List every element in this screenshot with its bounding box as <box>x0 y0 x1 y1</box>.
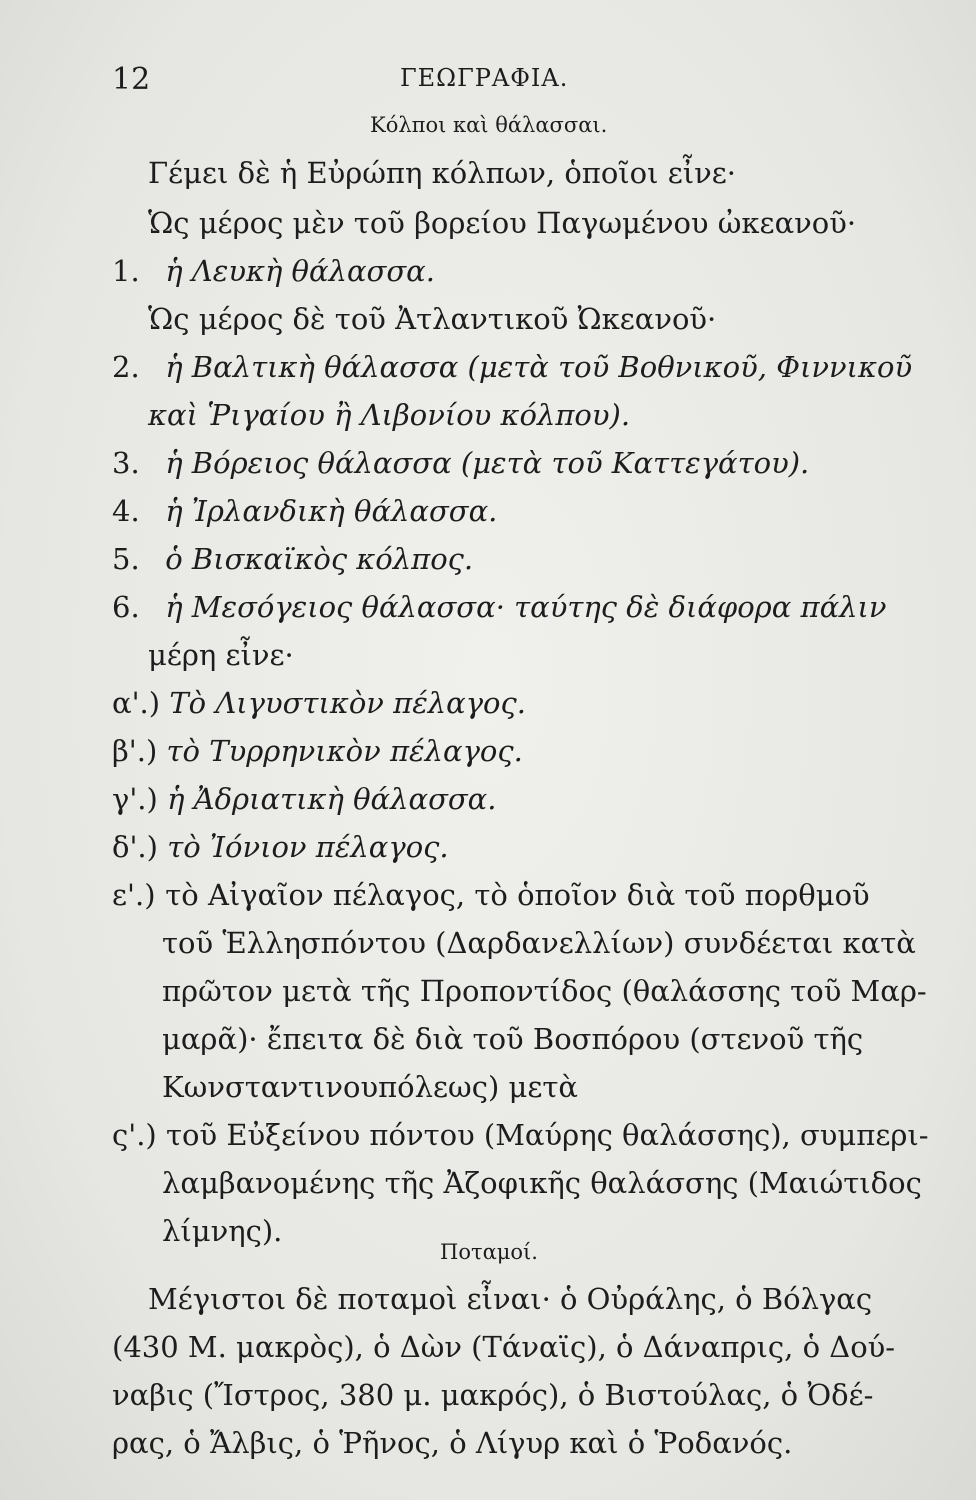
item-text: ἡ Βόρειος θάλασσα (μετὰ τοῦ Καττεγάτου). <box>165 446 810 480</box>
item-text: ἡ Μεσόγειος θάλασσα· ταύτης δὲ διάφορα πάλιν <box>165 590 887 624</box>
rivers-line-1: Μέγιστοι δὲ ποταμοὶ εἶναι· ὁ Οὐράλης, ὁ Βόλγας <box>148 1282 873 1316</box>
sub-item-e-line-3: πρῶτον μετὰ τῆς Προποντίδος (θαλάσσης τοῦ Μαρ- <box>162 974 927 1008</box>
list-item-5 <box>112 542 473 576</box>
sub-item-e-line-5: Κωνσταντινουπόλεως) μετὰ <box>162 1070 578 1104</box>
sub-item-e-line-2: τοῦ Ἑλλησπόντου (Δαρδανελλίων) συνδέεται κατὰ <box>162 926 916 960</box>
sub-item-text: τὸ Αἰγαῖον πέλαγος, τὸ ὁποῖον διὰ τοῦ πορθμοῦ <box>165 878 870 912</box>
item-text: ὁ Βισκαϊκὸς κόλπος. <box>165 542 474 576</box>
running-title: ΓΕΩΓΡΑΦΙΑ. <box>400 64 569 92</box>
section-heading-gulfs-seas: Κόλποι καὶ θάλασσαι. <box>370 113 608 137</box>
list-item-2 <box>112 350 912 384</box>
sub-item-text: ἡ Ἀδριατικὴ θάλασσα. <box>167 782 497 816</box>
page-number: 12 <box>112 62 151 97</box>
rivers-line-2: (430 Μ. μακρὸς), ὁ Δὼν (Τάναϊς), ὁ Δάναπρις, ὁ Δού- <box>112 1330 896 1364</box>
sub-item-s <box>112 1118 929 1152</box>
rivers-line-4: ρας, ὁ Ἄλβις, ὁ Ῥῆνος, ὁ Λίγυρ καὶ ὁ Ῥοδανός. <box>112 1426 793 1460</box>
item-number: 2. <box>112 350 140 384</box>
sub-item-mark: ε'.) <box>112 878 156 912</box>
sub-item-e-line-4: μαρᾶ)· ἔπειτα δὲ διὰ τοῦ Βοσπόρου (στενοῦ τῆς <box>162 1022 864 1056</box>
sub-item-mark: β'.) <box>112 734 158 768</box>
sub-item-d <box>112 830 449 864</box>
sub-item-b <box>112 734 523 768</box>
sub-item-s-line-2: λαμβανομένης τῆς Ἀζοφικῆς θαλάσσης (Μαιώτιδος <box>162 1166 922 1200</box>
atlantic-label: Ὡς μέρος δὲ τοῦ Ἀτλαντικοῦ Ὠκεανοῦ· <box>148 302 717 336</box>
arctic-label: Ὡς μέρος μὲν τοῦ βορείου Παγωμένου ὠκεανοῦ· <box>148 206 857 240</box>
intro-line: Γέμει δὲ ἡ Εὐρώπη κόλπων, ὁποῖοι εἶνε· <box>148 156 736 190</box>
item-number: 3. <box>112 446 140 480</box>
item-text: ἡ Λευκὴ θάλασσα. <box>165 254 435 288</box>
sub-item-mark: ς'.) <box>112 1118 157 1152</box>
sub-item-text: τὸ Τυρρηνικὸν πέλαγος. <box>166 734 523 768</box>
item-text: ἡ Βαλτικὴ θάλασσα (μετὰ τοῦ Βοθνικοῦ, Φιννικοῦ <box>165 350 913 384</box>
list-item-6-continuation: μέρη εἶνε· <box>148 638 294 672</box>
sub-item-g <box>112 782 496 816</box>
sub-item-text: τὸ Ἰόνιον πέλαγος. <box>167 830 449 864</box>
rivers-line-3: ναβις (Ἴστρος, 380 μ. μακρός), ὁ Βιστούλας, ὁ Ὀδέ- <box>112 1378 874 1412</box>
sub-item-e <box>112 878 870 912</box>
sub-item-s-line-3: λίμνης). <box>162 1214 283 1248</box>
sub-item-mark: γ'.) <box>112 782 158 816</box>
list-item-3 <box>112 446 809 480</box>
sub-item-text: τοῦ Εὐξείνου πόντου (Μαύρης θαλάσσης), συμπερι- <box>165 1118 929 1152</box>
item-text: ἡ Ἰρλανδικὴ θάλασσα. <box>165 494 498 528</box>
list-item-2-continuation: καὶ Ῥιγαίου ἢ Λιβονίου κόλπου). <box>148 398 631 432</box>
item-number: 5. <box>112 542 140 576</box>
sub-item-a <box>112 686 526 720</box>
sub-item-text: Τὸ Λιγυστικὸν πέλαγος. <box>169 686 526 720</box>
item-number: 4. <box>112 494 140 528</box>
sub-item-mark: α'.) <box>112 686 161 720</box>
list-item-6 <box>112 590 887 624</box>
section-heading-rivers: Ποταμοί. <box>440 1240 538 1264</box>
list-item-4 <box>112 494 497 528</box>
item-number: 6. <box>112 590 140 624</box>
list-item-1 <box>112 254 435 288</box>
item-number: 1. <box>112 254 140 288</box>
sub-item-mark: δ'.) <box>112 830 158 864</box>
